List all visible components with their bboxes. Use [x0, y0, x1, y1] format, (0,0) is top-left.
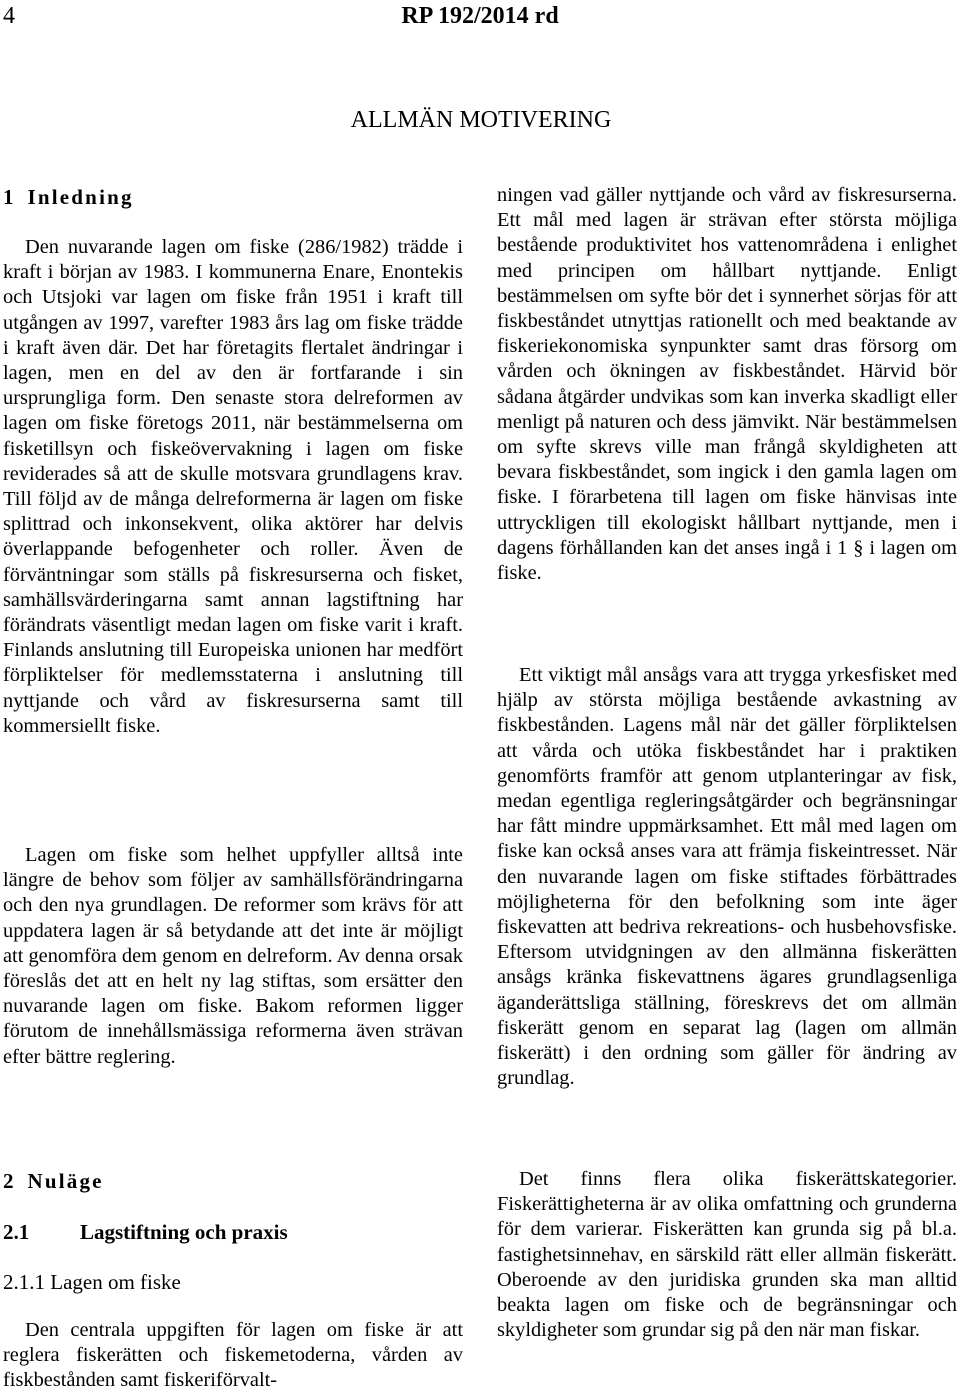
section-title: Nuläge [27, 1169, 104, 1193]
section-number: 1 [3, 185, 14, 209]
subsubsection-heading-2-1-1: 2.1.1 Lagen om fiske [3, 1270, 181, 1294]
subsection-heading-2-1 [3, 1219, 288, 1245]
section-heading-2 [3, 1168, 104, 1194]
section-title: Inledning [27, 185, 134, 209]
main-heading [0, 105, 960, 135]
subsection-number: 2.1 [3, 1220, 30, 1244]
left-paragraph-3: Den centrala uppgiften för lagen om fiske är att reglera fiskerätten och fiskemetoderna, vården av fiskbestånden samt fiskeriförvalt- [3, 1319, 463, 1392]
subsection-title: Lagstiftning och praxis [80, 1220, 288, 1244]
left-paragraph-2: Lagen om fiske som helhet uppfyller alltså inte längre de behov som följer av samhällsförändringarna och den nya grundlagen. De reformer som krävs för att uppdatera lagen är så betydande att det inte är möjligt att genomföra dem genom en delreform. Av denna orsak föreslås det att en helt ny lag stiftas, som ersätter den nuvarande lagen om fiske. Bakom reformen ligger förutom de innehållsmässiga reformerna även strävan efter bättre reglering. [3, 844, 463, 1068]
main-heading-text: ALLMÄN MOTIVERING [350, 107, 612, 133]
page-number: 4 [3, 3, 15, 29]
document-reference: RP 192/2014 rd [401, 3, 559, 29]
section-heading-1 [3, 184, 134, 210]
section-number: 2 [3, 1169, 14, 1193]
right-paragraph-2: Ett viktigt mål ansågs vara att trygga yrkesfisket med hjälp av största möjliga bestående avkastning av fiskbestånden. Lagens mål när det gäller förpliktelsen att vårda och utöka fiskbeståndet har i praktiken genomförts framför att genom utplanteringar av fisk, medan egentliga regleringsåtgärder och begränsningar har fått mindre uppmärksamhet. Ett mål med lagen om fiske kan också anses vara att främja fiskeintresset. När den nuvarande lagen om fiske stiftades förbättrades möjligheterna för den befolkning som inte äger fiskevatten att bedriva rekreations- och husbehovsfiske. Eftersom utvidgningen av den allmänna fiskerätten ansågs kränka fiskevattnens ägares grundlagsenliga äganderättsliga ställning, föreskrevs det om allmän fiskerätt genom en separat lag (lagen om allmän fiskerätt) i den ordning som gäller för ändring av grundlag. [497, 664, 957, 1090]
right-paragraph-3: Det finns flera olika fiskerättskategorier. Fiskerättigheterna är av olika omfattning och grunderna för dem varierar. Fiskerätten kan grunda sig på bl.a. fastighetsinnehav, en särskild rätt eller allmän fiskerätt. Oberoende av den juridiska grunden ska man alltid beakta lagen om fiske och de begränsningar och skyldigheter som grundar sig på den när man fiskar. [497, 1168, 957, 1342]
left-paragraph-1: Den nuvarande lagen om fiske (286/1982) trädde i kraft i början av 1983. I kommunerna Enare, Enontekis och Utsjoki var lagen om fiske från 1951 i kraft till utgången av 1997, varefter 1983 års lag om fiske trädde i kraft även där. Det har företagits flertalet ändringar i lagen, men en del av den är fortfarande i sin ursprungliga form. Den senaste stora delreformen av lagen om fiske företogs 2011, när bestämmelserna om fisketillsyn och fiskeövervakning i lagen om fiske reviderades så att de skulle motsvara grundlagens krav. Till följd av de många delreformerna är lagen om fiske splittrad och inkonsekvent, olika aktörer har delvis överlappande befogenheter och roller. Även de förväntningar som ställs på fiskresurserna och fisket, samhällsvärderingarna samt annan lagstiftning har förändrats väsentligt medan lagen om fiske varit i kraft. Finlands anslutning till Europeiska unionen har medfört förpliktelser för medlemsstaterna i anslutning till nyttjande och vård av fiskresurserna samt till kommersiellt fiske. [3, 236, 463, 737]
right-paragraph-1: ningen vad gäller nyttjande och vård av fiskresurserna. Ett mål med lagen är strävan efter största möjliga bestående produktivitet hos vattenområdena i enlighet med principen om hållbart nyttjande. Enligt bestämmelsen om syfte bör det i synnerhet sörjas för att fiskbeståndet utnyttjas rationellt och med beaktande av fiskeriekonomiska synpunkter samt dras försorg om vården och ökningen av fiskbeståndet. Härvid bör sådana åtgärder undvikas som kan inverka skadligt eller menligt på naturen och dess jämvikt. När bestämmelsen om syfte skrevs ville man frångå skyldigheten att bevara fiskbeståndet, som ingick i den gamla lagen om fiske. I förarbetena till lagen om fiske hänvisas inte uttryckligen till ekologiskt hållbart nyttjande, men i dagens förhållanden kan det anses ingå i 1 § i lagen om fiske. [497, 184, 957, 585]
